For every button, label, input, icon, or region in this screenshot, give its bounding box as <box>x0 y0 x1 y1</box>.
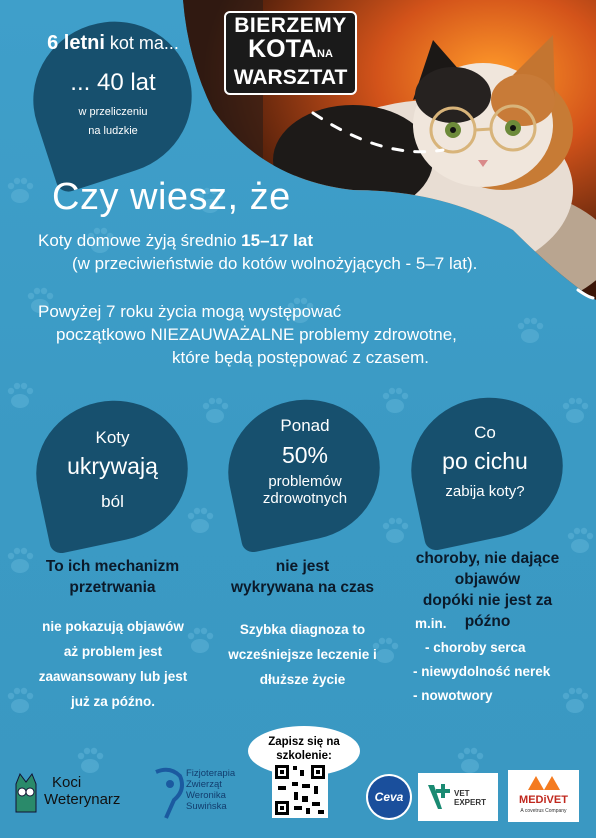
fizjoterapia-logo <box>186 768 235 812</box>
brand-line1: BIERZEMY <box>234 14 347 37</box>
blob2-line2: 50% <box>281 442 329 468</box>
age-note2: na ludzkie <box>88 125 138 137</box>
col2-sub2: wykrywana na czas <box>230 579 375 596</box>
blob3-line1: Co <box>474 423 496 442</box>
col1-desc4: już za późno. <box>71 694 155 709</box>
para1-line2: (w przeciwieństwie do kotów wolnożyjących - 5–7 lat). <box>72 254 478 273</box>
vetexpert-logo <box>418 773 498 821</box>
medivet-mark-icon <box>526 774 562 792</box>
blob3-line3: zabija koty? <box>445 483 525 500</box>
medivet-sub: A covetrus Company <box>520 808 567 814</box>
col3-item-heart: - choroby serca <box>425 640 526 655</box>
blob1-line1: Koty <box>95 428 130 447</box>
col2-desc2: wcześniejsze leczenie i <box>228 647 377 662</box>
fizjo-line3: Weronika <box>186 790 226 801</box>
col2-desc1: Szybka diagnoza to <box>239 622 366 637</box>
main-heading: Czy wiesz, że <box>52 176 291 218</box>
ceva-logo: Ceva <box>368 776 410 818</box>
koci-weterynarz-logo <box>44 774 120 808</box>
medivet-text: MEDiVET <box>519 794 568 806</box>
brand-line3: WARSZTAT <box>233 66 348 89</box>
para1-pre: Koty domowe żyją średnio <box>38 231 242 250</box>
qr-code-image <box>272 762 328 818</box>
para2-line3: które będą postępować z czasem. <box>172 348 430 367</box>
cat-logo-icon <box>12 772 42 814</box>
brand-line2: KOTA <box>248 35 318 63</box>
brand-line2b: NA <box>317 48 333 60</box>
age-note1: w przeliczeniu <box>78 106 148 118</box>
para1-bold: 15–17 lat <box>241 231 313 250</box>
para2-line1: Powyżej 7 roku życia mogą występować <box>38 302 342 321</box>
col3-sub1: choroby, nie dające <box>415 550 560 567</box>
col1-subtitle: To ich mechanizm przetrwania <box>45 558 180 596</box>
medivet-logo <box>508 770 579 822</box>
vetexpert-line1: VET <box>454 789 470 798</box>
col1-desc2: aż problem jest <box>63 644 163 659</box>
blob1-line2: ukrywają <box>67 453 158 479</box>
vetexpert-line2: EXPERT <box>454 798 487 807</box>
col1-desc1: nie pokazują objawów <box>42 619 184 634</box>
age-number: 6 letni <box>47 32 105 54</box>
blob1-text <box>40 428 185 512</box>
col2-desc3: dłuższe życie <box>259 672 346 687</box>
para1-line1 <box>38 231 313 251</box>
blob1-line3: ból <box>101 492 124 511</box>
fizjo-line1: Fizjoterapia <box>186 768 236 779</box>
koci-text: Koci <box>52 774 82 791</box>
vetexpert-mark-icon <box>426 781 452 813</box>
col3-item-cancer: - nowotwory <box>413 688 493 703</box>
fizjo-line4: Suwińska <box>186 801 227 812</box>
fizjo-line2: Zwierząt <box>186 779 222 790</box>
age-rest: kot ma... <box>104 33 179 53</box>
col3-list <box>405 612 575 708</box>
age-text <box>38 32 188 141</box>
col3-sub3: dopóki nie jest za późno <box>422 592 553 630</box>
blob2-line1: Ponad <box>280 416 330 435</box>
col2-sub1: nie jest <box>275 558 330 575</box>
signup-text: Zapisz się na szkolenie: <box>268 736 340 762</box>
blob2-line3: problemów <box>268 473 342 490</box>
qr-code[interactable] <box>272 762 328 818</box>
col2-subtitle <box>220 556 385 598</box>
age-years: ... 40 lat <box>70 69 156 96</box>
col1-desc <box>28 614 198 714</box>
vet-physio-icon <box>150 766 190 820</box>
blob3-line2: po cichu <box>442 448 528 474</box>
para2-line2: początkowo NIEZAUWAŻALNE problemy zdrowotne, <box>56 325 457 344</box>
col3-item-kidney: - niewydolność nerek <box>413 664 551 679</box>
col2-desc <box>215 617 390 692</box>
brand-logo <box>224 11 357 95</box>
wet-text: Weterynarz <box>44 791 121 808</box>
col3-sub2: objawów <box>454 571 521 588</box>
col3-list-title: m.in. <box>415 616 447 631</box>
col1-desc3: zaawansowany lub jest <box>38 669 188 684</box>
blob2-line4: zdrowotnych <box>262 490 348 507</box>
blob3-text <box>410 423 560 500</box>
blob2-text <box>230 416 380 507</box>
